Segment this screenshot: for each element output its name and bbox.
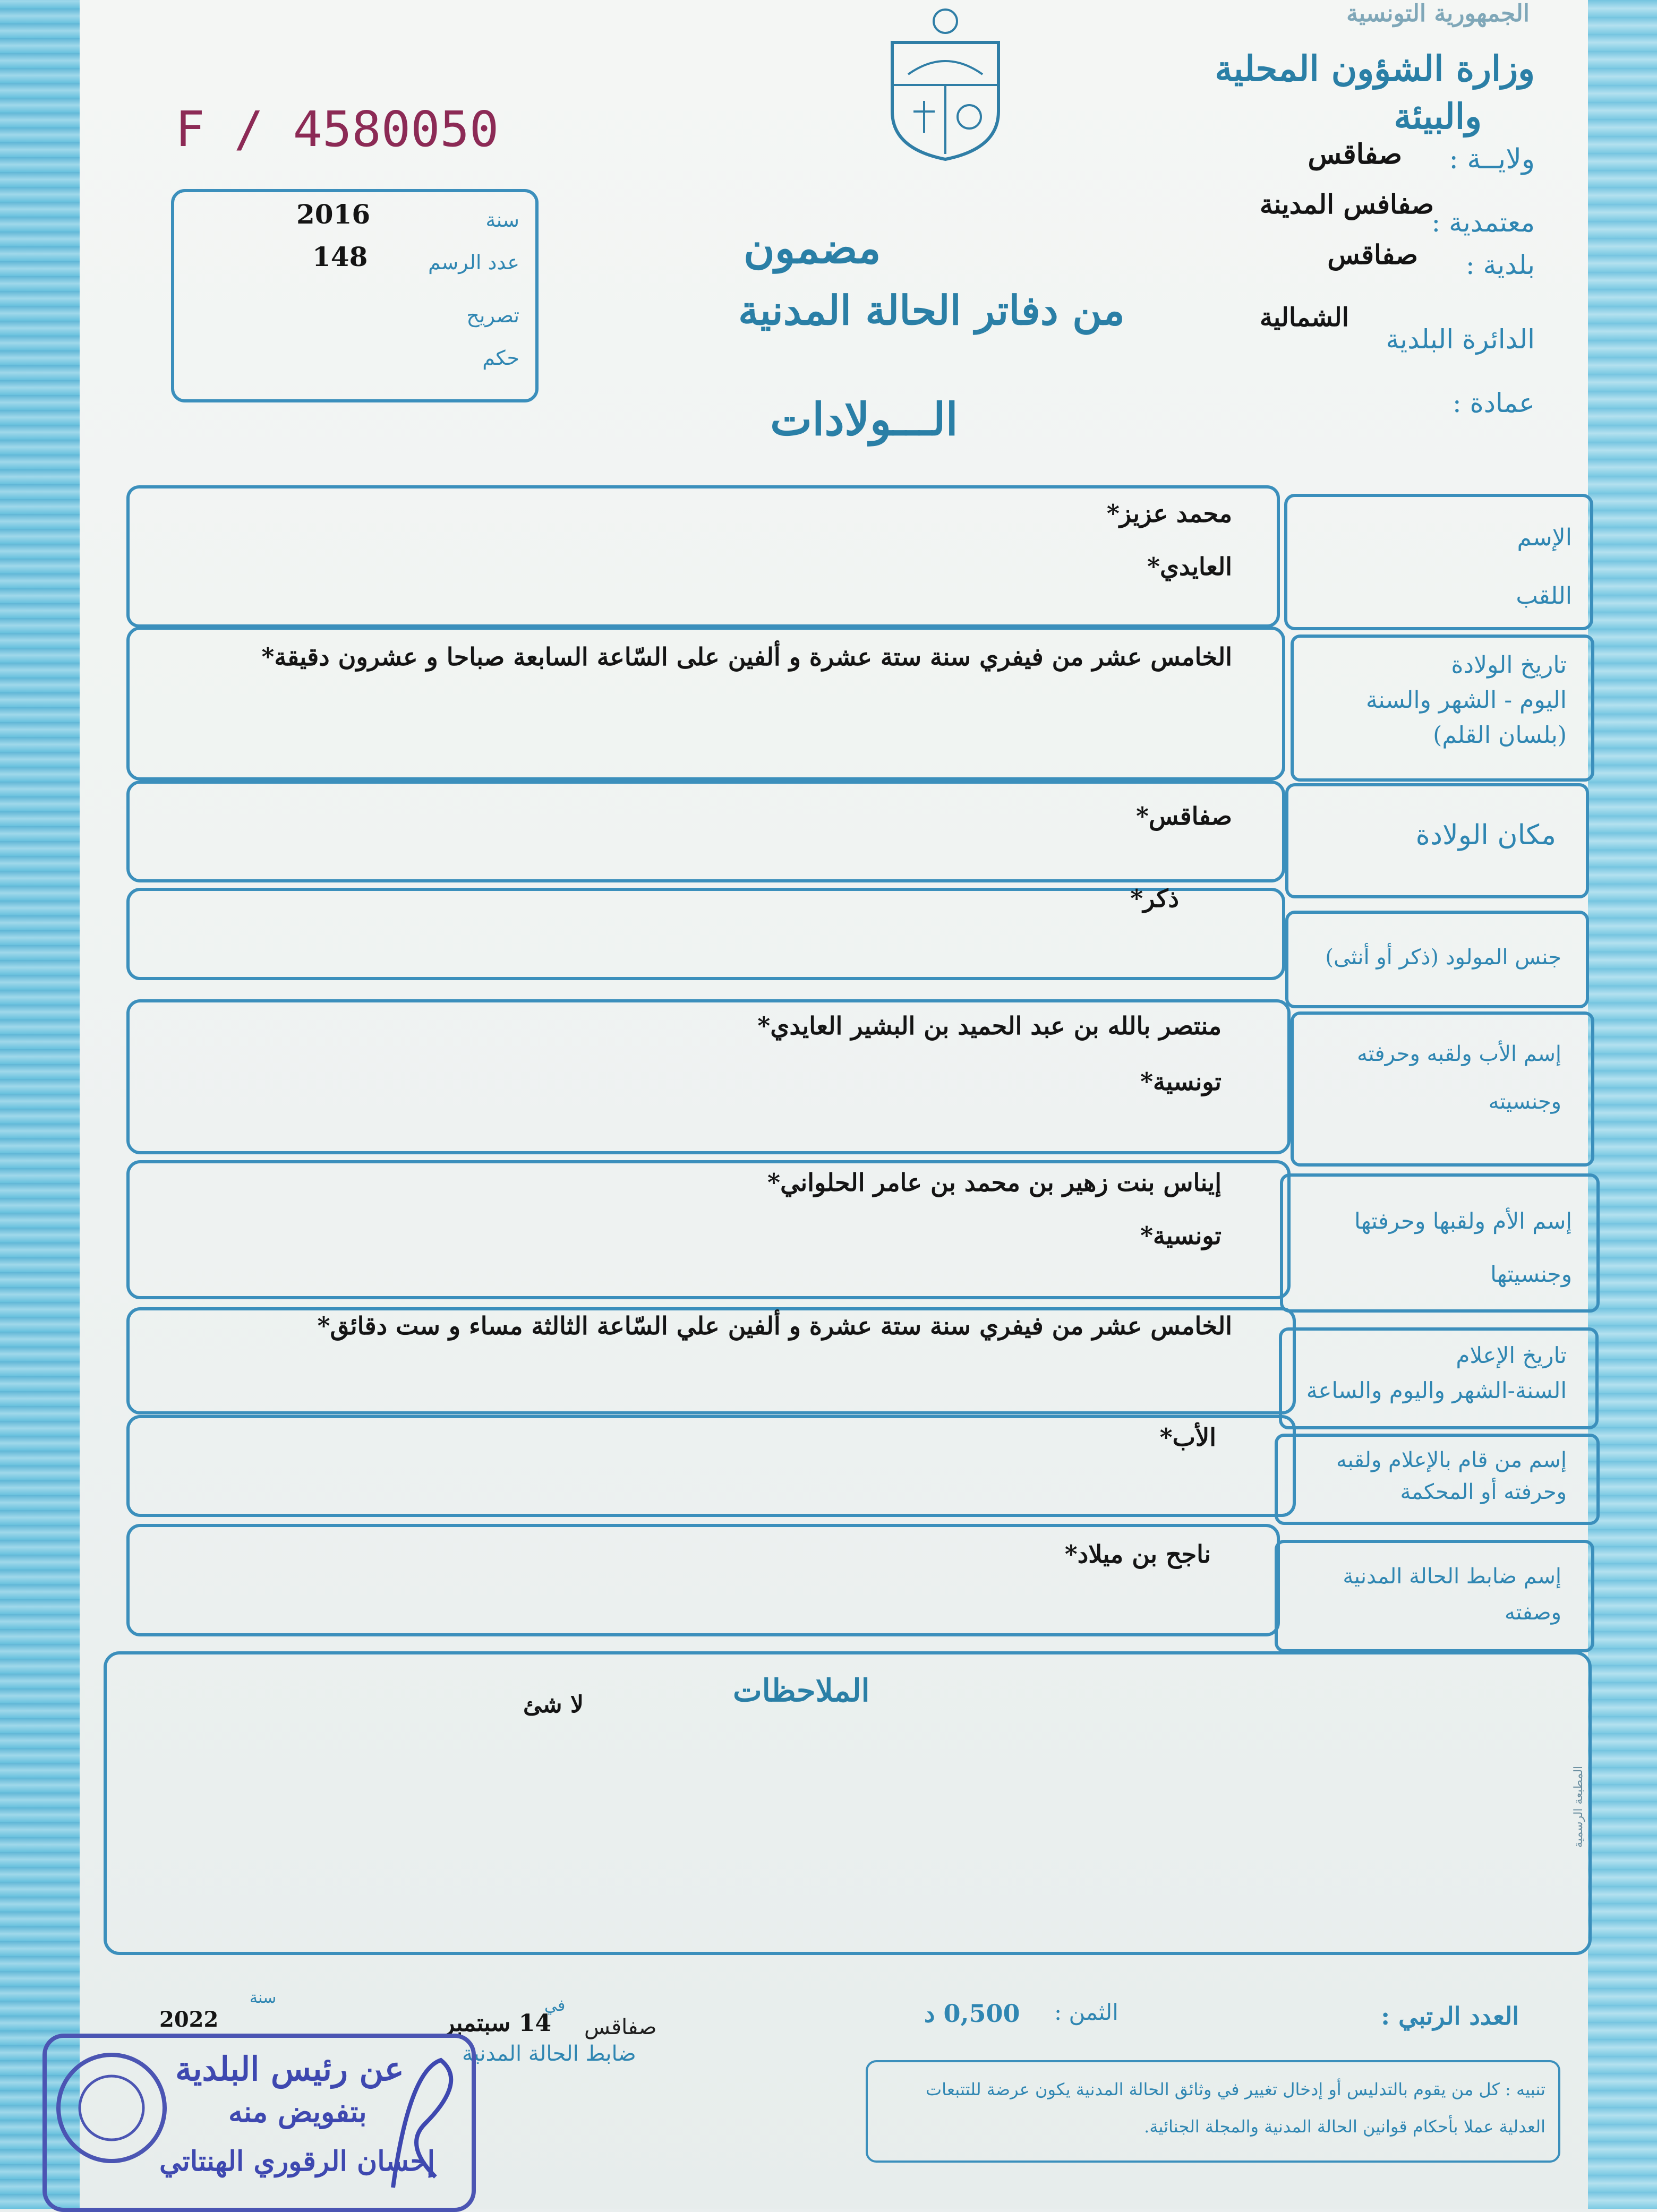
notes-title: الملاحظات — [733, 1673, 870, 1709]
declaration-date-label: تاريخ الإعلام السنة-الشهر واليوم والساعة — [1306, 1342, 1567, 1403]
declarant-value-box — [126, 1415, 1296, 1517]
document-title: مضمون — [744, 223, 881, 273]
sex-value-box — [126, 888, 1285, 980]
given-name-label: الإسم — [1517, 524, 1572, 551]
birth-date-value: الخامس عشر من فيفري سنة ستة عشرة و ألفين على السّاعة السابعة صباحا و عشرون دقيقة* — [261, 642, 1232, 671]
mother-label: إسم الأم ولقبها وحرفتها وجنسيتها — [1354, 1208, 1572, 1287]
declarant-label: إسم من قام بالإعلام ولقبه وحرفته أو المحكمة — [1336, 1448, 1567, 1504]
registry-info-box — [171, 189, 539, 402]
delegation-label: معتمدية : — [1431, 207, 1535, 238]
document-subtitle: من دفاتر الحالة المدنية — [738, 287, 1125, 334]
district-value: الشمالية — [1260, 303, 1349, 332]
declaration-date-value: الخامس عشر من فيفري سنة ستة عشرة و ألفين علي السّاعة الثالثة مساء و ست دقائق* — [317, 1311, 1232, 1340]
sex-label: جنس المولود (ذكر أو أنثى) — [1325, 945, 1561, 970]
price-value: 0,500 د — [924, 1999, 1020, 2028]
father-nationality-value: تونسية* — [1140, 1067, 1222, 1096]
printer-note: المطبعة الرسمية — [1572, 1765, 1585, 1848]
father-name-value: منتصر بالله بن عبد الحميد بن البشير العايدي* — [757, 1011, 1222, 1040]
surname-value: العايدي* — [1147, 552, 1232, 581]
municipality-label: بلدية : — [1465, 250, 1535, 280]
bottom-year-value: 2022 — [159, 2007, 219, 2032]
on-label: في — [544, 1996, 566, 2015]
bottom-year-label: سنة — [250, 1988, 277, 2007]
mother-name-value: إيناس بنت زهير بن محمد بن عامر الحلواني* — [767, 1168, 1222, 1197]
sector-label: عمادة : — [1452, 388, 1535, 418]
republic-header: الجمهورية التونسية — [1346, 0, 1530, 27]
officer-signature-title: ضابط الحالة المدنية — [462, 2042, 636, 2066]
left-decorative-border — [0, 0, 80, 2209]
judgment-label: حكم — [482, 346, 519, 370]
birth-place-value: صفاقس* — [1135, 802, 1232, 830]
officer-value: ناجح بن ميلاد* — [1064, 1540, 1211, 1568]
serial-order-label: العدد الرتبي : — [1381, 2002, 1519, 2030]
round-seal-icon — [53, 2044, 170, 2172]
stamp-line3: إحسان الرقوري الهنتاتي — [159, 2145, 435, 2177]
declarant-value: الأب* — [1159, 1423, 1216, 1452]
coat-of-arms-emblem — [882, 5, 1009, 165]
governorate-value: صفاقس — [1308, 138, 1402, 170]
year-value: 2016 — [296, 199, 371, 230]
given-name-value: محمد عزيز* — [1106, 499, 1232, 528]
surname-label: اللقب — [1516, 582, 1572, 610]
mother-nationality-value: تونسية* — [1140, 1221, 1222, 1250]
stamp-line2: بتفويض منه — [228, 2095, 367, 2129]
record-number-value: 148 — [312, 241, 368, 272]
date-value: 14 سبتمبر — [443, 2010, 551, 2037]
birth-date-label: تاريخ الولادة اليوم - الشهر والسنة (بلسان القلم) — [1365, 651, 1567, 749]
ministry-header-line2: والبيئة — [1394, 96, 1482, 137]
section-title-births: الـــولادات — [770, 393, 958, 445]
delegation-value: صفافس المدينة — [1259, 188, 1434, 220]
municipality-value: صفاقس — [1327, 239, 1418, 270]
birth-place-label: مكان الولادة — [1415, 819, 1556, 851]
year-label: سنة — [485, 208, 519, 232]
governorate-label: ولايــة : — [1449, 143, 1535, 175]
birth-place-value-box — [126, 781, 1285, 882]
record-number-label: عدد الرسم — [428, 251, 519, 274]
stamp-line1: عن رئيس البلدية — [175, 2050, 404, 2088]
father-label: إسم الأب ولقبه وحرفته وجنسيته — [1357, 1042, 1561, 1114]
officer-label: إسم ضابط الحالة المدنية وصفته — [1343, 1564, 1561, 1625]
serial-number: F / 4580050 — [175, 101, 499, 158]
price-label: الثمن : — [1054, 1999, 1118, 2025]
issue-place: صفاقس — [584, 2015, 657, 2039]
declaration-label: تصريح — [466, 304, 519, 327]
warning-text: تنبيه : كل من يقوم بالتدليس أو إدخال تغيير في وثائق الحالة المدنية يكون عرضة للتتبعات العدلية عملا بأحكام قوانين الحالة المدنية والمجلة الجنائية. — [925, 2079, 1545, 2137]
right-decorative-border — [1588, 0, 1657, 2209]
sex-value: ذكر* — [1130, 884, 1179, 913]
notes-value: لا شئ — [523, 1691, 584, 1718]
handwritten-signature — [361, 2039, 478, 2198]
district-label: الدائرة البلدية — [1386, 324, 1535, 355]
ministry-header: وزارة الشؤون المحلية — [1215, 48, 1535, 89]
